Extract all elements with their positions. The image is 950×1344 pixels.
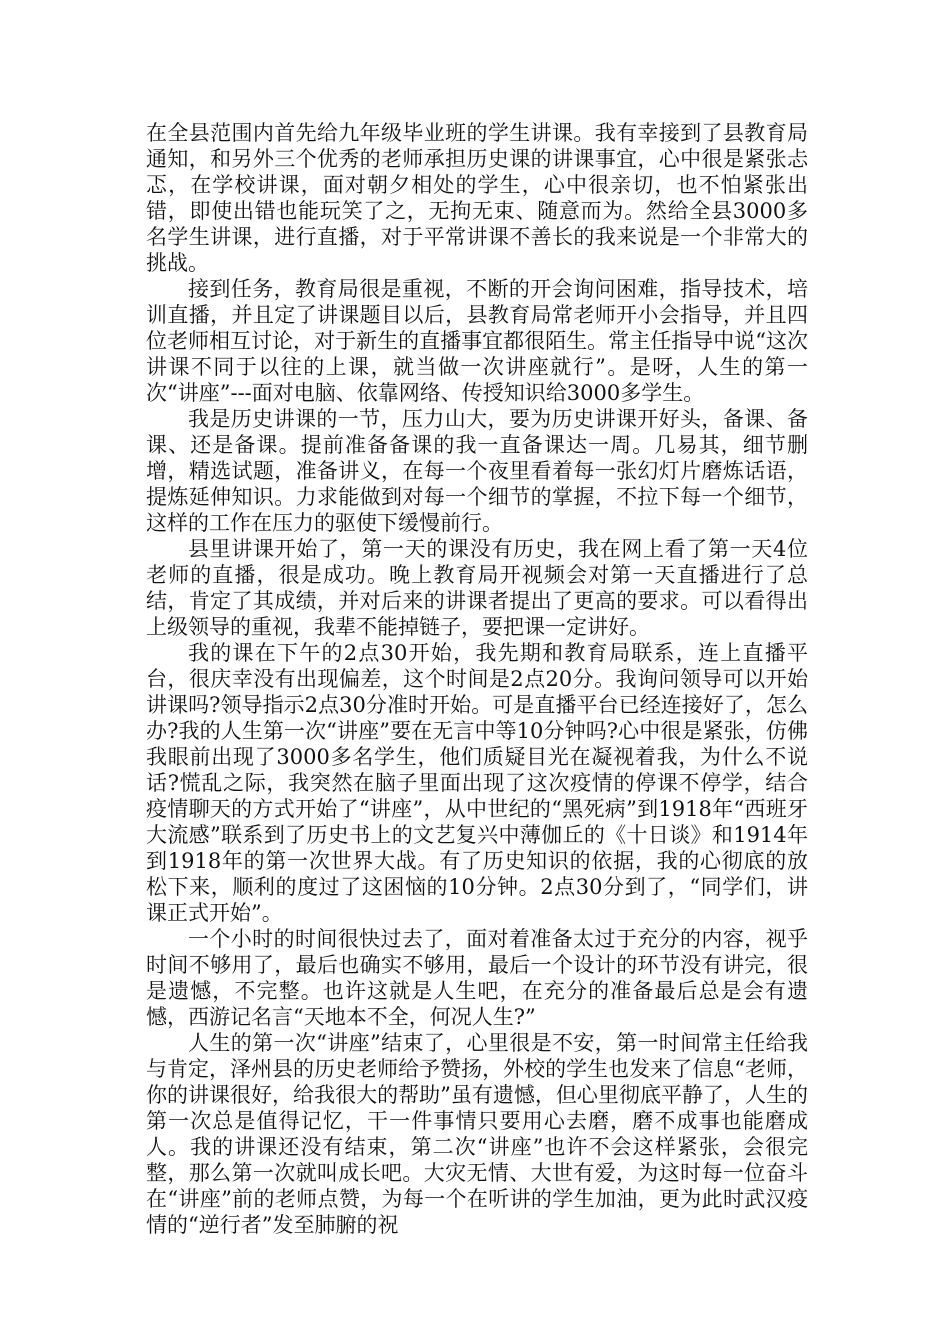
paragraph-7: 人生的第一次“讲座”结束了，心里很是不安，第一时间常主任给我与肯定，泽州县的历史老师给予赞扬，外校的学生也发来了信息“老师，你的讲课很好，给我很大的帮助”虽有遗憾，但心里彻底平静了，人生的第一次总是值得记忆，干一件事情只要用心去磨，磨不成事也能磨成人。我的讲课还没有结束，第二次“讲座”也许不会这样紧张，会很完整，那么第一次就叫成长吧。大灾无情、大世有爱，为这时每一位奋斗在“讲座”前的老师点赞，为每一个在听讲的学生加油，更为此时武汉疫情的“逆行者”发至肺腑的祝 [146, 1031, 808, 1237]
document-body [146, 120, 808, 1238]
paragraph-2: 接到任务，教育局很是重视，不断的开会询问困难，指导技术，培训直播，并且定了讲课题目以后，县教育局常老师开小会指导，并且四位老师相互讨论，对于新生的直播事宜都很陌生。常主任指导中说“这次讲课不同于以往的上课，就当做一次讲座就行”。是呀，人生的第一次“讲座”---面对电脑、依靠网络、传授知识给3000多学生。 [146, 277, 808, 405]
paragraph-4: 县里讲课开始了，第一天的课没有历史，我在网上看了第一天4位老师的直播，很是成功。晚上教育局开视频会对第一天直播进行了总结，肯定了其成绩，并对后来的讲课者提出了更高的要求。可以看得出上级领导的重视，我辈不能掉链子，要把课一定讲好。 [146, 537, 808, 639]
paragraph-5: 我的课在下午的2点30开始，我先期和教育局联系，连上直播平台，很庆幸没有出现偏差，这个时间是2点20分。我询问领导可以开始讲课吗?领导指示2点30分准时开始。可是直播平台已经连接好了，怎么办?我的人生第一次“讲座”要在无言中等10分钟吗?心中很是紧张，仿佛我眼前出现了3000多名学生，他们质疑目光在凝视着我，为什么不说话?慌乱之际，我突然在脑子里面出现了这次疫情的停课不停学，结合疫情聊天的方式开始了“讲座”，从中世纪的“黑死病”到1918年“西班牙大流感”联系到了历史书上的文艺复兴中薄伽丘的《十日谈》和1914年到1918年的第一次世界大战。有了历史知识的依据，我的心彻底的放松下来，顺利的度过了这困恼的10分钟。2点30分到了，“同学们，讲课正式开始”。 [146, 641, 808, 925]
paragraph-6: 一个小时的时间很快过去了，面对着准备太过于充分的内容，视乎时间不够用了，最后也确实不够用，最后一个设计的环节没有讲完，很是遗憾，不完整。也许这就是人生吧，在充分的准备最后总是会有遗憾，西游记名言“天地本不全，何况人生?” [146, 927, 808, 1029]
paragraph-3: 我是历史讲课的一节，压力山大，要为历史讲课开好头，备课、备课、还是备课。提前准备备课的我一直备课达一周。几易其，细节删增，精选试题，准备讲义，在每一个夜里看着每一张幻灯片磨炼话语，提炼延伸知识。力求能做到对每一个细节的掌握，不拉下每一个细节，这样的工作在压力的驱使下缓慢前行。 [146, 407, 808, 535]
paragraph-1: 在全县范围内首先给九年级毕业班的学生讲课。我有幸接到了县教育局通知，和另外三个优秀的老师承担历史课的讲课事宜，心中很是紧张忐忑，在学校讲课，面对朝夕相处的学生，心中很亲切，也不怕紧张出错，即使出错也能玩笑了之，无拘无束、随意而为。然给全县3000多名学生讲课，进行直播，对于平常讲课不善长的我来说是一个非常大的挑战。 [146, 121, 808, 275]
